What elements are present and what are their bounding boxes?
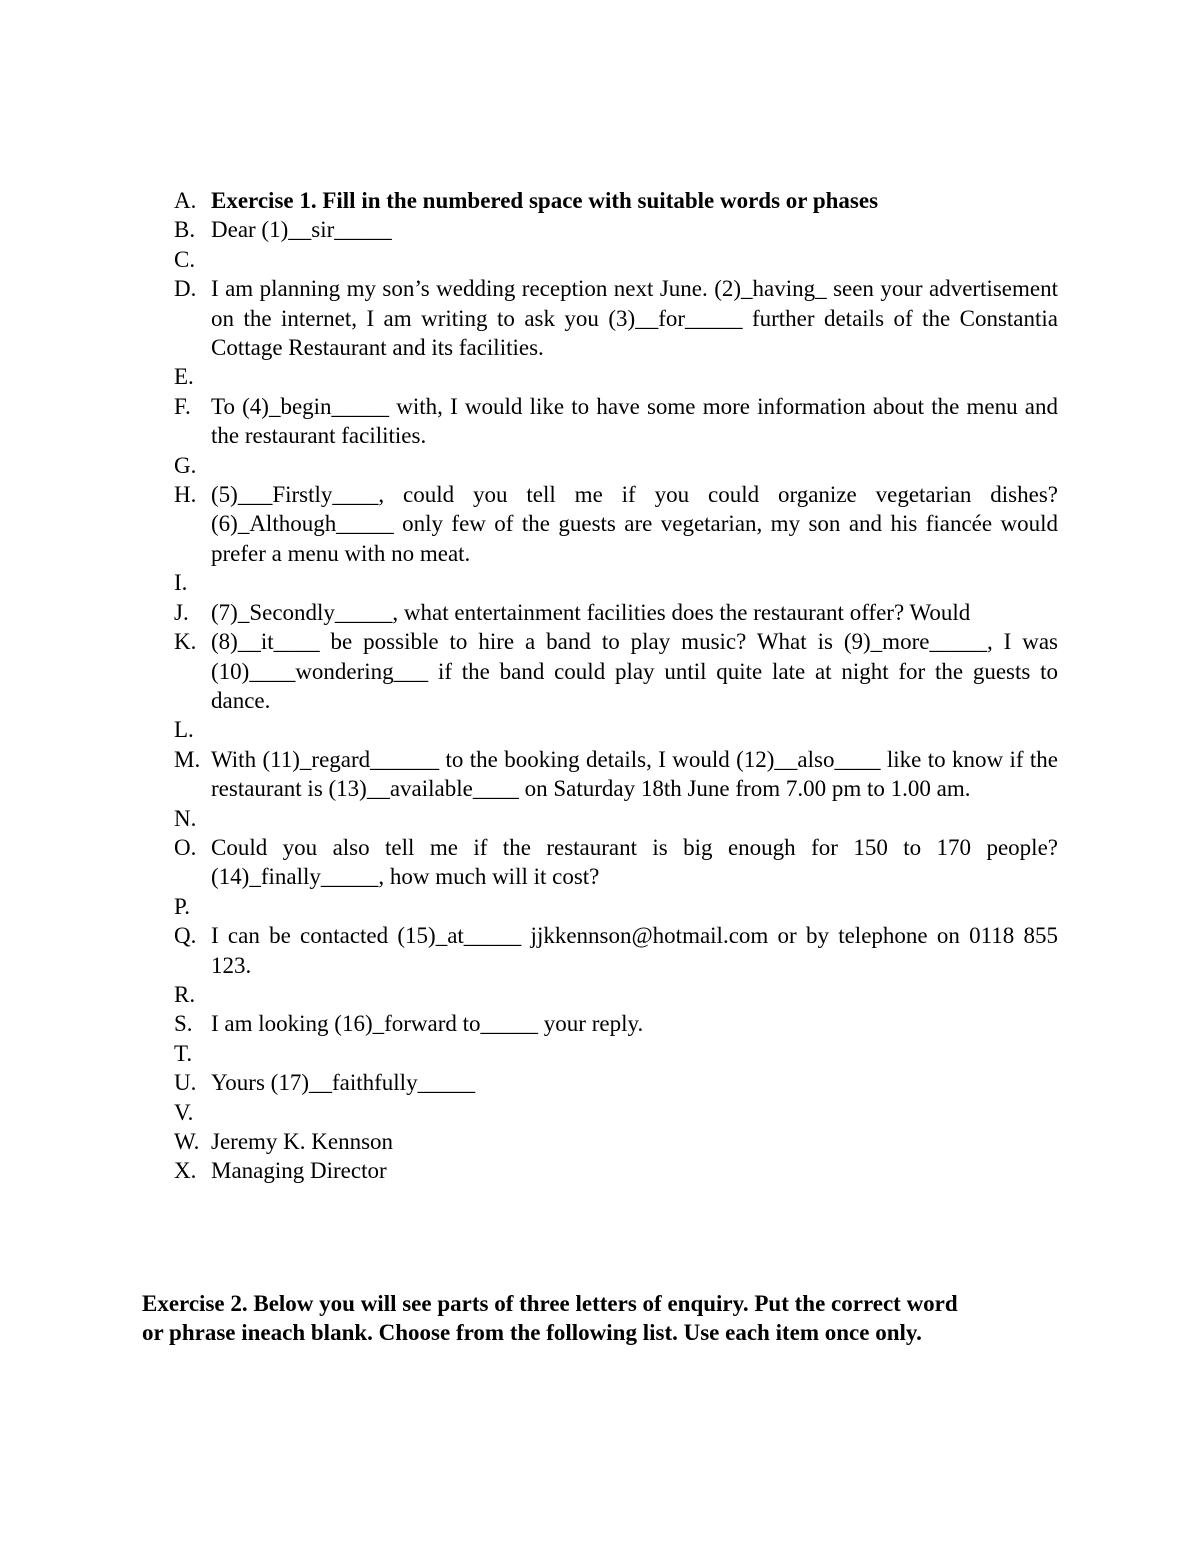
list-marker: K. — [174, 629, 197, 655]
list-marker: I. — [174, 570, 188, 596]
empty-line — [211, 715, 1058, 744]
list-marker: U. — [174, 1070, 197, 1096]
list-item-b — [174, 215, 1058, 244]
list-item-v — [174, 1098, 1058, 1127]
paragraph-band: (8)__it____ be possible to hire a band to play music? What is (9)_more_____, I was (10)____wondering___ if the band could play until quite late at night for the guests to dance. — [211, 629, 1058, 713]
empty-line — [211, 892, 1058, 921]
list-item-c — [174, 245, 1058, 274]
signer-title: Managing Director — [211, 1158, 387, 1184]
paragraph-intro: I am planning my son’s wedding reception next June. (2)_having_ seen your advertisement on the internet, I am writing to ask you (3)__for_____ further details of the Constantia Cottage Restaurant and its facilities. — [211, 276, 1058, 361]
list-marker: C. — [174, 246, 196, 272]
list-marker: T. — [174, 1040, 193, 1066]
list-item-f — [174, 392, 1058, 451]
list-marker: H. — [174, 482, 197, 508]
empty-line — [211, 362, 1058, 391]
list-item-u — [174, 1068, 1058, 1097]
signer-name: Jeremy K. Kennson — [211, 1129, 394, 1154]
empty-line — [211, 980, 1058, 1009]
list-marker: Q. — [174, 923, 197, 949]
list-item-x — [174, 1156, 1058, 1185]
list-marker: B. — [174, 217, 196, 243]
exercise-2-heading — [142, 1289, 1060, 1348]
list-marker: M. — [174, 746, 201, 772]
salutation-line: Dear (1)__sir_____ — [211, 217, 392, 243]
list-marker: L. — [174, 717, 194, 743]
exercise-2-heading-line-2: or phrase ineach blank. Choose from the following list. Use each item once only. — [142, 1320, 922, 1346]
list-marker: J. — [174, 599, 189, 625]
list-item-j — [174, 598, 1058, 627]
list-item-r — [174, 980, 1058, 1009]
list-item-l — [174, 715, 1058, 744]
list-marker: A. — [174, 188, 197, 213]
list-item-k — [174, 627, 1058, 715]
paragraph-capacity: Could you also tell me if the restaurant is big enough for 150 to 170 people? (14)_finally_____, how much will it cost? — [211, 834, 1058, 890]
list-item-n — [174, 804, 1058, 833]
exercise-1-list — [174, 186, 1058, 1186]
list-marker: F. — [174, 393, 191, 419]
paragraph-vegetarian: (5)___Firstly____, could you tell me if you could organize vegetarian dishes? (6)_Although_____ only few of the guests are vegetarian, my son and his fiancée would prefer a menu with no meat. — [211, 482, 1058, 566]
list-marker: G. — [174, 452, 197, 478]
list-item-d — [174, 274, 1058, 362]
paragraph-booking: With (11)_regard______ to the booking details, I would (12)__also____ like to know if the restaurant is (13)__available____ on Saturday 18th June from 7.00 pm to 1.00 am. — [211, 746, 1058, 802]
exercise-1-heading: Exercise 1. Fill in the numbered space with suitable words or phases — [211, 188, 879, 213]
list-marker: E. — [174, 364, 194, 390]
list-marker: X. — [174, 1158, 197, 1184]
list-item-s — [174, 1009, 1058, 1038]
list-item-t — [174, 1039, 1058, 1068]
empty-line — [211, 451, 1058, 480]
list-marker: P. — [174, 893, 190, 919]
closing-line: I am looking (16)_forward to_____ your reply. — [211, 1011, 644, 1037]
empty-line — [211, 1039, 1058, 1068]
list-marker: N. — [174, 805, 197, 831]
empty-line — [211, 568, 1058, 597]
exercise-2-heading-line-1: Exercise 2. Below you will see parts of three letters of enquiry. Put the correct word — [142, 1291, 958, 1316]
paragraph-entertainment: (7)_Secondly_____, what entertainment facilities does the restaurant offer? Would — [211, 599, 971, 625]
list-item-p — [174, 892, 1058, 921]
list-item-o — [174, 833, 1058, 892]
paragraph-contact: I can be contacted (15)_at_____ jjkkennson@hotmail.com or by telephone on 0118 855 123. — [211, 923, 1058, 978]
list-marker: O. — [174, 834, 197, 860]
list-marker: S. — [174, 1011, 193, 1037]
empty-line — [211, 245, 1058, 274]
list-item-q — [174, 921, 1058, 980]
sign-off-line: Yours (17)__faithfully_____ — [211, 1070, 476, 1096]
list-marker: R. — [174, 981, 196, 1007]
list-item-w — [174, 1127, 1058, 1156]
list-item-i — [174, 568, 1058, 597]
list-marker: D. — [174, 276, 197, 302]
list-marker: W. — [174, 1129, 200, 1154]
list-item-m — [174, 745, 1058, 804]
paragraph-menu: To (4)_begin_____ with, I would like to have some more information about the menu and the restaurant facilities. — [211, 393, 1058, 449]
list-item-a — [174, 186, 1058, 215]
list-item-h — [174, 480, 1058, 568]
empty-line — [211, 804, 1058, 833]
list-item-e — [174, 362, 1058, 391]
list-marker: V. — [174, 1099, 194, 1125]
empty-line — [211, 1098, 1058, 1127]
list-item-g — [174, 451, 1058, 480]
